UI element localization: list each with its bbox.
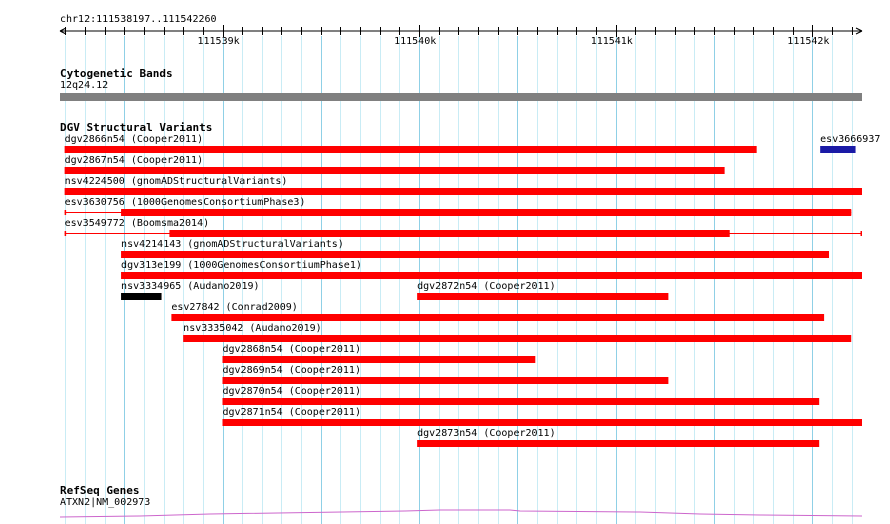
variant-label[interactable]: dgv2870n54 (Cooper2011) [222,386,361,397]
variant-end-cap [65,210,67,215]
ruler-tick-label: 111541k [590,36,633,47]
variant-label[interactable]: esv3549772 (Boomsma2014) [64,218,210,229]
variant-bar[interactable] [169,230,729,237]
variant-label[interactable]: esv3630756 (1000GenomesConsortiumPhase3) [64,197,306,208]
variant-bar[interactable] [417,293,668,300]
variant-bar[interactable] [65,146,757,153]
variant-end-cap [861,231,863,236]
variant-label[interactable]: nsv4214143 (gnomADStructuralVariants) [121,239,344,250]
coordinate-ruler[interactable] [60,25,862,37]
variant-label[interactable]: nsv3335042 (Audano2019) [183,323,322,334]
variant-bar[interactable] [65,188,862,195]
variant-label[interactable]: esv3666937 [820,134,881,145]
cytoband-bar[interactable] [60,93,862,101]
refseq-track-title[interactable]: RefSeq Genes [60,484,140,497]
cytoband-label: 12q24.12 [60,80,109,91]
variant-bar[interactable] [183,335,851,342]
cytogenetic-bands-track-title[interactable]: Cytogenetic Bands [60,67,173,80]
variant-bar[interactable] [171,314,824,321]
variant-bar[interactable] [121,293,161,300]
variant-bar[interactable] [121,251,829,258]
variant-bar[interactable] [223,377,669,384]
variant-bar[interactable] [65,167,725,174]
ruler-tick-label: 111539k [197,36,240,47]
variant-label[interactable]: dgv2871n54 (Cooper2011) [222,407,361,418]
variant-bar[interactable] [223,398,820,405]
variant-bar[interactable] [820,146,855,153]
refseq-gene-label[interactable]: ATXN2|NM_002973 [60,497,151,508]
dgv-track-title[interactable]: DGV Structural Variants [60,121,213,134]
variant-label[interactable]: nsv3334965 (Audano2019) [121,281,260,292]
variant-bar[interactable] [121,209,851,216]
variant-label[interactable]: dgv2867n54 (Cooper2011) [64,155,204,166]
variant-label[interactable]: nsv4224500 (gnomADStructuralVariants) [64,176,288,187]
variant-label[interactable]: dgv313e199 (1000GenomesConsortiumPhase1) [121,260,362,271]
variant-label[interactable]: dgv2869n54 (Cooper2011) [222,365,361,376]
ruler-locus-label: chr12:111538197..111542260 [60,14,217,25]
ruler-tick-label: 111540k [394,36,437,47]
ruler-tick-label: 111542k [787,36,830,47]
variant-end-cap [65,231,67,236]
variant-bar[interactable] [223,419,863,426]
variant-bar[interactable] [223,356,536,363]
variant-bar[interactable] [417,440,819,447]
vertical-grid-lines [66,36,853,524]
refseq-gene-line[interactable] [60,510,862,517]
variant-label[interactable]: dgv2866n54 (Cooper2011) [64,134,204,145]
variant-label[interactable]: dgv2873n54 (Cooper2011) [417,428,556,439]
ruler-minor-ticks [66,25,853,37]
variant-label[interactable]: dgv2872n54 (Cooper2011) [417,281,556,292]
variant-label[interactable]: esv27842 (Conrad2009) [171,302,298,313]
variant-label[interactable]: dgv2868n54 (Cooper2011) [222,344,361,355]
variant-bar[interactable] [121,272,862,279]
dgv-feature-glyphs[interactable] [65,146,862,447]
